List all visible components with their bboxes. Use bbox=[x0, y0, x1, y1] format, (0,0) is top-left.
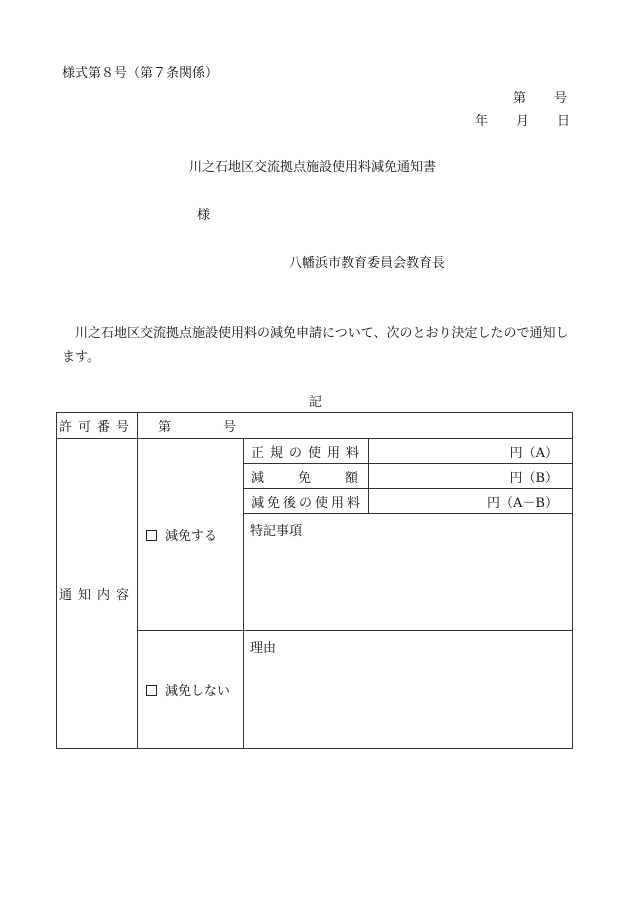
exemption-amount-char: 減 bbox=[251, 470, 265, 486]
not-exempt-checkbox[interactable] bbox=[146, 685, 157, 696]
issuer-name: 八幡浜市教育委員会教育長 bbox=[289, 256, 446, 271]
date-day: 日 bbox=[557, 114, 571, 129]
exemption-amount-value: 円（B） bbox=[369, 464, 573, 489]
exempt-checkbox[interactable] bbox=[146, 530, 157, 541]
date-year: 年 bbox=[475, 114, 489, 129]
notice-content-label: 通知内容 bbox=[57, 439, 138, 749]
form-number: 様式第８号（第７条関係） bbox=[62, 66, 219, 81]
exemption-amount-label bbox=[244, 464, 369, 489]
exempt-option-label: 減免する bbox=[165, 529, 218, 544]
exemption-amount-char: 免 bbox=[297, 470, 311, 486]
ki-heading: 記 bbox=[309, 395, 323, 410]
reduced-fee-value: 円（A－B） bbox=[369, 489, 573, 514]
notice-table bbox=[56, 412, 573, 749]
document-number bbox=[513, 92, 567, 105]
regular-fee-label: 正規の使用料 bbox=[244, 439, 369, 464]
special-notes-field[interactable] bbox=[244, 514, 573, 631]
permit-number-suffix: 号 bbox=[223, 420, 237, 435]
reason-field[interactable] bbox=[244, 631, 573, 749]
date-month: 月 bbox=[516, 114, 530, 129]
body-text: 川之石地区交流拠点施設使用料の減免申請について、次のとおり決定したので通知します。 bbox=[62, 326, 569, 365]
special-notes-label: 特記事項 bbox=[250, 524, 303, 539]
regular-fee-value: 円（A） bbox=[369, 439, 573, 464]
document-number-suffix: 号 bbox=[554, 91, 568, 106]
permit-number-prefix: 第 bbox=[158, 420, 172, 435]
document-number-prefix: 第 bbox=[513, 91, 527, 106]
reason-label: 理由 bbox=[250, 641, 277, 656]
permit-row bbox=[57, 413, 573, 439]
permit-number-label: 許可番号 bbox=[57, 413, 138, 439]
addressee-suffix: 様 bbox=[197, 208, 211, 223]
document-title: 川之石地区交流拠点施設使用料減免通知書 bbox=[189, 160, 437, 175]
not-exempt-option-label: 減免しない bbox=[165, 684, 231, 699]
regular-fee-row bbox=[57, 439, 573, 464]
permit-number-value bbox=[138, 413, 573, 439]
reduced-fee-label: 減免後の使用料 bbox=[244, 489, 369, 514]
document-date bbox=[475, 115, 570, 128]
not-exempt-option[interactable] bbox=[138, 631, 244, 749]
exemption-amount-char: 額 bbox=[344, 470, 358, 486]
exempt-option[interactable] bbox=[138, 439, 244, 631]
